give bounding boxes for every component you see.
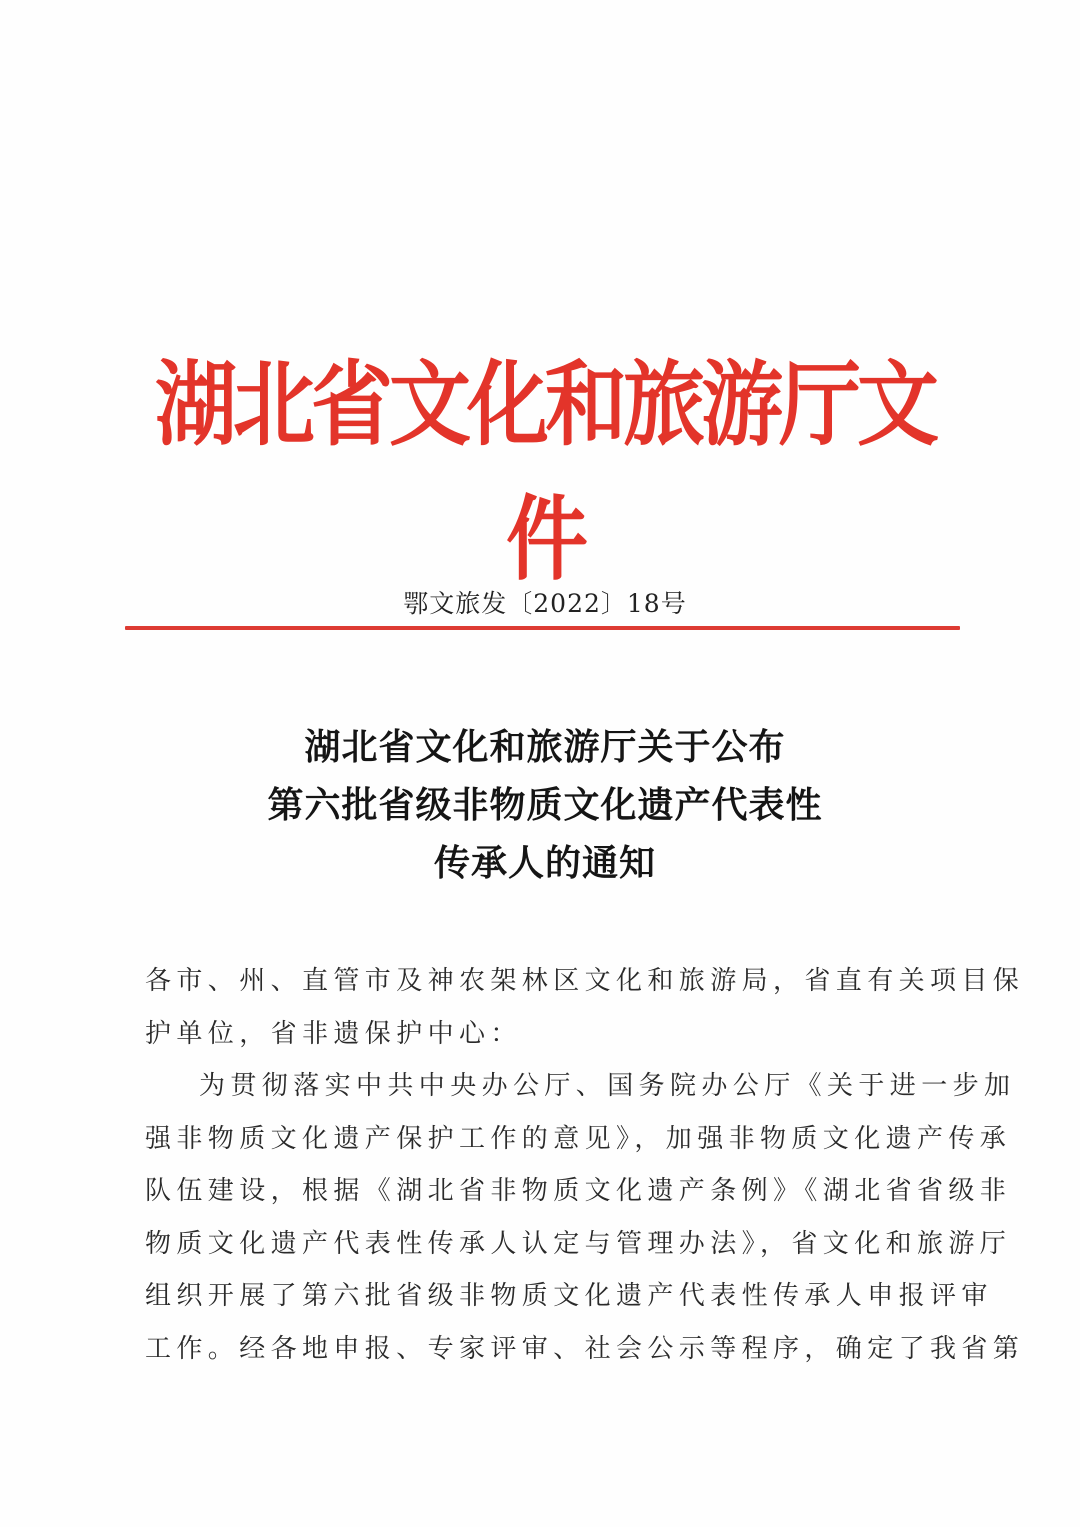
red-divider-rule xyxy=(125,626,960,630)
notice-title-line: 湖北省文化和旅游厅关于公布 xyxy=(304,726,786,768)
notice-title xyxy=(180,718,910,892)
document-masthead: 湖北省文化和旅游厅文件 xyxy=(154,351,935,594)
body-line-paragraph-start: 为贯彻落实中共中央办公厅、国务院办公厅《关于进一步加 xyxy=(199,1071,1016,1101)
notice-title-line: 第六批省级非物质文化遗产代表性 xyxy=(267,784,823,826)
body-line-recipients-cont: 护单位，省非遗保护中心： xyxy=(145,1018,522,1049)
body-line: 队伍建设，根据《湖北省非物质文化遗产条例》《湖北省省级非 xyxy=(145,1176,1012,1206)
body-line: 工作。经各地申报、专家评审、社会公示等程序，确定了我省第 xyxy=(145,1333,1025,1364)
notice-body xyxy=(145,955,1025,1375)
notice-title-line: 传承人的通知 xyxy=(433,842,656,884)
document-number: 鄂文旅发〔2022〕18号 xyxy=(403,589,687,618)
body-line-recipients: 各市、州、直管市及神农架林区文化和旅游局，省直有关项目保 xyxy=(145,966,1025,996)
body-line: 强非物质文化遗产保护工作的意见》，加强非物质文化遗产传承 xyxy=(145,1123,1012,1154)
body-line: 组织开展了第六批省级非物质文化遗产代表性传承人申报评审 xyxy=(145,1281,993,1311)
body-line: 物质文化遗产代表性传承人认定与管理办法》，省文化和旅游厅 xyxy=(145,1228,1012,1259)
